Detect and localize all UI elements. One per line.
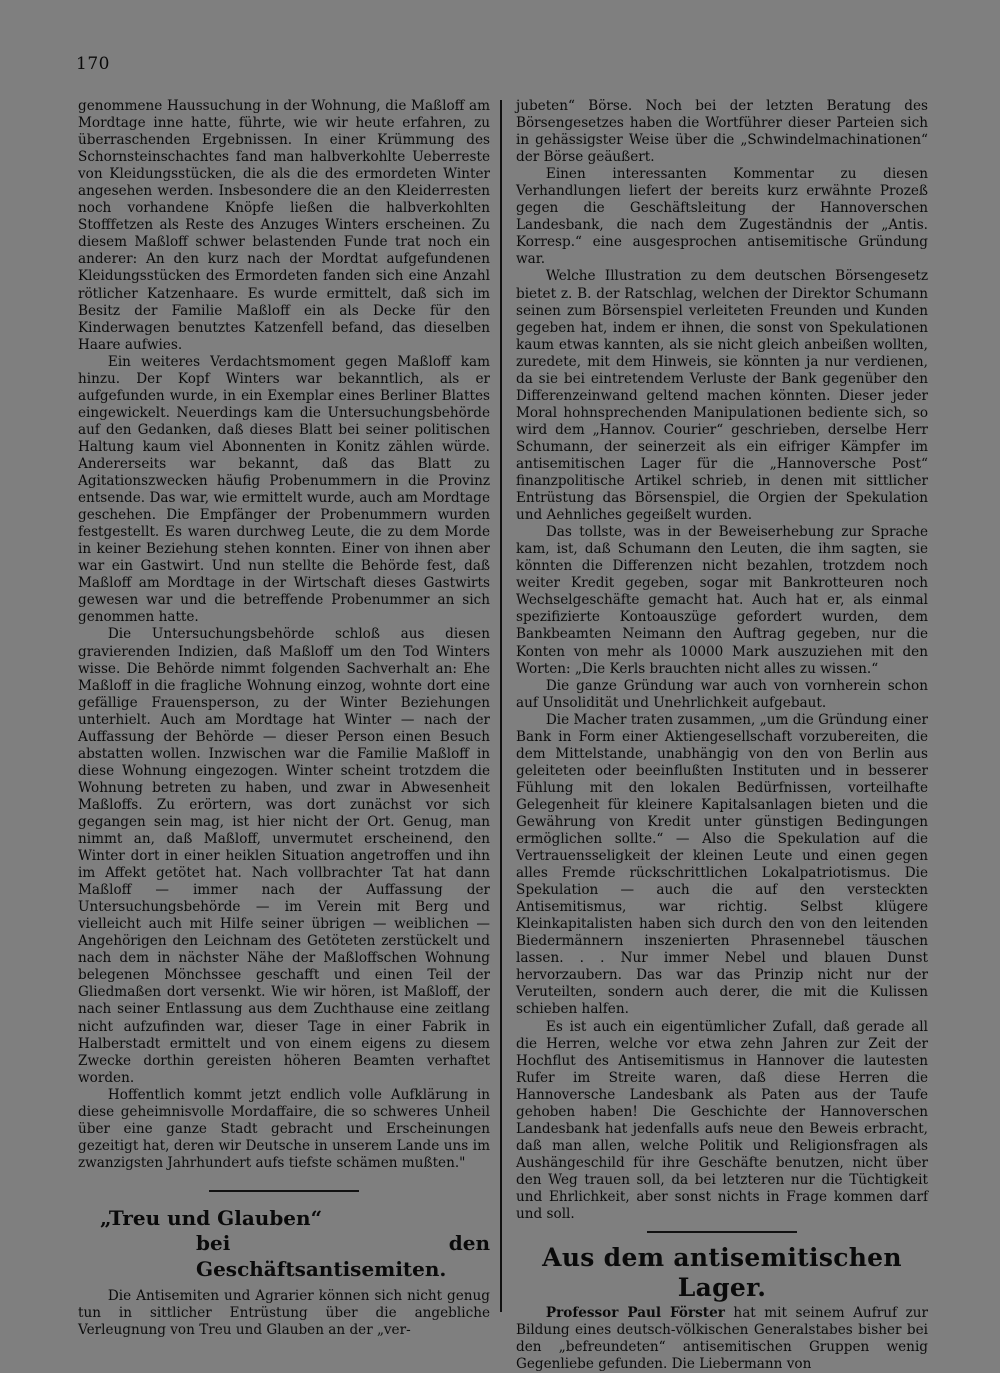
- left-column: [78, 98, 490, 1339]
- paragraph: jubeten“ Börse. Noch bei der letzten Beratung des Börsengesetzes haben die Wortführer dieser Parteien sich in gehässigster Weise über die „Schwindelmachinationen“ der Börse geäußert.: [516, 98, 928, 166]
- paragraph-text: hat mit seinem Aufruf zur Bildung eines deutsch-völkischen Generalstabes bisher bei den „befreundeten“ antisemitischen Gruppen wenig Gegenliebe gefunden. Die Liebermann von: [516, 1305, 928, 1373]
- paragraph: Einen interessanten Kommentar zu diesen Verhandlungen liefert der bereits kurz erwähnte Prozeß gegen die Geschäftsleitung der Hannoverschen Landesbank, die nach dem Zugeständnis der „Antis. Korresp.“ eine ausgesprochen antisemitische Gründung war.: [516, 166, 928, 268]
- paragraph: Ein weiteres Verdachtsmoment gegen Maßloff kam hinzu. Der Kopf Winters war bekanntlich, als er aufgefunden wurde, in ein Exemplar eines Berliner Blattes eingewickelt. Neuerdings kam die Untersuchungsbehörde auf den Gedanken, daß dieses Blatt bei seiner politischen Haltung kaum viel Abonnenten in Konitz zählen würde. Andererseits war bekannt, daß das Blatt zu Agitationszwecken häufig Probenummern in die Provinz entsende. Das war, wie ermittelt wurde, auch am Mordtage geschehen. Die Empfänger der Probenummern wurden festgestellt. Es waren durchweg Leute, die zu dem Morde in keiner Beziehung stehen konnten. Einer von ihnen aber war ein Gastwirt. Und nun stellte die Behörde fest, daß Maßloff am Mordtage in der Wirtschaft dieses Gastwirts gewesen war und die betreffende Probenummer an sich genommen hatte.: [78, 353, 490, 626]
- bold-lead-name: Professor Paul Förster: [545, 1305, 725, 1322]
- article-subtitle: bei den Geschäftsantisemiten.: [196, 1230, 490, 1281]
- paragraph: Welche Illustration zu dem deutschen Börsengesetz bietet z. B. der Ratschlag, welchen der Direktor Schumann seinen zum Börsenspiel verleiteten Freunden und Kunden gegeben hat, indem er ihnen, die sonst von Spekulationen kaum etwas kannten, als sie nicht gleich anbeißen wollten, zuredete, mit dem Hinweis, sie könnten ja nur verdienen, da sie bei eintretendem Verluste der Bank gegenüber den Differenzeinwand geltend machen könnten. Dieser jeder Moral hohnsprechenden Manipulationen bediente sich, so wird dem „Hannov. Courier“ geschrieben, derselbe Herr Schumann, der seinerzeit als ein eifriger Kämpfer im antisemitischen Lager für die „Hannoversche Post“ finanzpolitische Artikel schrieb, in denen mit sittlicher Entrüstung das Börsenspiel, die Orgien der Spekulation und Aehnliches gegeißelt wurden.: [516, 268, 928, 524]
- paragraph: genommene Haussuchung in der Wohnung, die Maßloff am Mordtage inne hatte, führte, wie wir heute erfahren, zu überraschenden Ergebnissen. In einer Krümmung des Schornsteinschachtes fand man halbverkohlte Ueberreste von Kleidungsstücken, die als die des ermordeten Winter angesehen werden. Insbesondere die an den Kleiderresten noch vorhandene Knöpfe ließen die halbverkohlten Stofffetzen als Reste des Anzuges Winters erscheinen. Zu diesem Maßloff schwer belastenden Funde trat noch ein anderer: An den kurz nach der Mordtat aufgefundenen Kleidungsstücken des Ermordeten fanden sich eine Anzahl rötlicher Katzenhaare. Es wurde ermittelt, daß sich im Besitz der Familie Maßloff ein als Decke für den Kinderwagen benutztes Katzenfell befand, das dieselben Haare aufwies.: [78, 98, 490, 353]
- paragraph: Die Macher traten zusammen, „um die Gründung einer Bank in Form einer Aktiengesellschaft vorzubereiten, die dem Mittelstande, unabhängig von den von Berlin aus geleiteten oder beeinflußten Instituten und in besserer Fühlung mit den lokalen Bedürfnissen, vorteilhafte Gelegenheit für kleinere Kapitalsanlagen bieten und die Gewährung von Kredit unter günstigen Bedingungen ermöglichen sollte.“ — Also die Spekulation auf die Vertrauensseligkeit der kleinen Leute und einen gegen alles Fremde rückschrittlichen Lokalpatriotismus. Die Spekulation — auch die auf den versteckten Antisemitismus, war richtig. Selbst klügere Kleinkapitalisten haben sich durch den von den leitenden Biedermännern inszenierten Phrasennebel täuschen lassen. . . Nur immer Nebel und blauen Dunst hervorzaubern. Das war das Prinzip nicht nur der Veruteilten, sondern auch derer, die mit die Kulissen schieben halfen.: [516, 711, 928, 1018]
- paragraph: Die Antisemiten und Agrarier können sich nicht genug tun in sittlicher Entrüstung über die angebliche Verleugnung von Treu und Glauben an der „ver-: [78, 1287, 490, 1339]
- section-separator: [647, 1231, 797, 1233]
- paragraph: Die Untersuchungsbehörde schloß aus diesen gravierenden Indizien, daß Maßloff um den Tod Winters wisse. Die Behörde nimmt folgenden Sachverhalt an: Ehe Maßloff in die fragliche Wohnung einzog, wohnte dort eine gefällige Frauensperson, zu der Winter Beziehungen unterhielt. Auch am Mordtage hat Winter — nach der Auffassung der Behörde — dieser Person einen Besuch abstatten wollen. Inzwischen war die Familie Maßloff in diese Wohnung eingezogen. Winter scheint trotzdem die Wohnung betreten zu haben, und zwar in Abwesenheit Maßloffs. Zu erörtern, was dort zunächst vor sich gegangen sein mag, ist hier nicht der Ort. Genug, man nimmt an, daß Maßloff, unvermutet erscheinend, den Winter dort in einer heiklen Situation angetroffen und ihn im Affekt getötet hat. Nach vollbrachter Tat hat dann Maßloff — immer nach der Auffassung der Untersuchungsbehörde — im Verein mit Berg und vielleicht auch mit Hilfe seiner übrigen — weiblichen — Angehörigen den Leichnam des Getöteten zerstückelt und nach dem in nächster Nähe der Maßloffschen Wohnung belegenen Mönchssee geschafft und einen Teil der Gliedmaßen dort versenkt. Wie wir hören, ist Maßloff, der nach seiner Entlassung aus dem Zuchthause eine zeitlang nicht aufzufinden war, dieser Tage in einer Fabrik in Halberstadt ermittelt und von einem eigens zu diesem Zwecke dorthin gereisten höheren Beamten verhaftet worden.: [78, 626, 490, 1086]
- page-number: 170: [76, 54, 110, 74]
- column-divider: [500, 100, 502, 1312]
- section-title: Aus dem antisemitischen Lager.: [542, 1243, 902, 1303]
- article-title: „Treu und Glauben“: [100, 1205, 323, 1230]
- paragraph: Es ist auch ein eigentümlicher Zufall, daß gerade all die Herren, welche vor etwa zehn Jahren zur Zeit der Hochflut des Antisemitismus in Hannover die lautesten Rufer im Streite waren, daß diese Herren die Hannoversche Landesbank als Paten aus der Taufe gehoben haben! Die Geschichte der Hannoverschen Landesbank hat jedenfalls aufs neue den Beweis erbracht, daß man allen, welche Politik und Religionsfragen als Aushängeschild für ihre Geschäfte benutzen, nicht über den Weg trauen soll, da bei letzteren nur die Tüchtigkeit und Ehrlichkeit, aber sonst nichts in Frage kommen darf und soll.: [516, 1018, 928, 1223]
- right-column: [516, 98, 928, 1373]
- paragraph: Die ganze Gründung war auch von vornherein schon auf Unsolidität und Unehrlichkeit aufgebaut.: [516, 677, 928, 711]
- article-separator: [209, 1190, 359, 1192]
- paragraph: Das tollste, was in der Beweiserhebung zur Sprache kam, ist, daß Schumann den Leuten, die ihm sagten, sie könnten die Differenzen nicht bezahlen, trotzdem noch weiter Kredit gegeben, sogar mit Bankrotteuren noch Wechselgeschäfte gemacht hat. Auch hat er, als einmal spezifizierte Kontoauszüge gefordert wurden, dem Bankbeamten Neimann den Auftrag gegeben, nur die Konten von mehr als 10000 Mark auszuziehen mit den Worten: „Die Kerls brauchten nicht alles zu wissen.“: [516, 524, 928, 677]
- paragraph: Hoffentlich kommt jetzt endlich volle Aufklärung in diese geheimnisvolle Mordaffaire, die so schweres Unheil über eine ganze Stadt gebracht und Erscheinungen gezeitigt hat, deren wir Deutsche in unserem Lande uns im zwanzigsten Jahrhundert aufs tiefste schämen mußten.": [78, 1086, 490, 1171]
